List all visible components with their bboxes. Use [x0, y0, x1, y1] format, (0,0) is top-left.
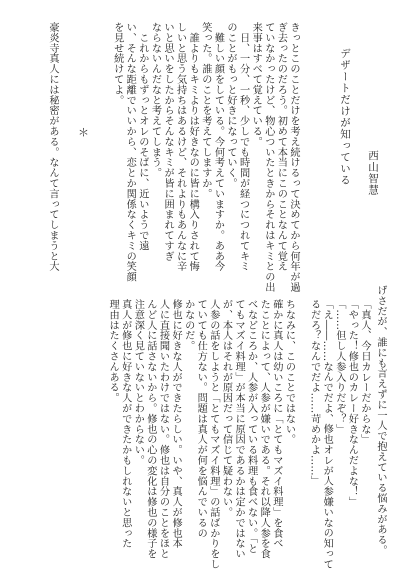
section-break-star: ＊ — [78, 126, 89, 139]
story-title: デザートだけが知っている — [339, 48, 351, 186]
author-name: 西山智慧 — [367, 150, 379, 196]
bottom-first-line: げさだが、誰にも言えずに一人で抱えている悩みがある。 — [375, 285, 386, 556]
top-body-text: きっとこのことだけを考え続けるって決めてから何年が過 ぎ去ったのだろう。初めて本当にこのことなんて覚え ていなかったけど、物心ついたときからそれはキミとの出 来事はすべて覚えている。 日、一分、一秒、少しでも時間が経つにつれてキミ のことがもっと好きになっていく。 難しい顔をしている。今何考えていますか。ああ今 笑った。誰のことを考えてしますか。 誰よりもキミよりは好きなのに皆に構入りされて悔 しいと思う気持ちはあるけど、それよりもあんなに辛 いと思いをしたからそんなキミが皆に囲まれてすぎ ならないんだなと考えてしまう。 これからもずっとオレのそばに、近いようで遠 い、そんな距離でいいから、恋とか関係なくキミの笑顔 を見せ続けてよ。 — [111, 22, 299, 293]
top-last-line: 豪炎寺真人には秘密がある。なんて言ってしまうと大 — [47, 22, 58, 272]
bottom-body-text: 「真人、今日カレーだからな」 「やった！修也のカレー好きなんだよな！」 「……但し人参入りだぞ？」 「え――……なんでだよ、修也オレが人参嫌いなの知って るだろ？なんでだよ……苛めかよ……」 ちなみに、このことではない。 確かに真人は幼いころに「とてもマズイ料理」を食べ たことによって、人参が嫌いである。それ以降人参を食 べなどころか、人参が入っている料理も食べない。「と てもマズイ料理」が本当に原因であるかは定かではない が、本人はそれが原因だって信じて疑わない。 人参の話をしようと「とてもマズイ料理」の話ばかりをし ていても仕方ない。問題は真人が何を悩んでいるの かなのだ。 修也に好きな人ができたらしい。いや、真人が修也本 人に直接聞いたわけではない。修也は自分のことをほと んど人に話さないから。修也の心の変化は修也の様子を 注意深く見ていないとわからない。 真人が修也に好きな人ができたかもしれないと思った 理由はたくさんある。 — [107, 299, 370, 570]
bottom-half — [0, 285, 400, 571]
